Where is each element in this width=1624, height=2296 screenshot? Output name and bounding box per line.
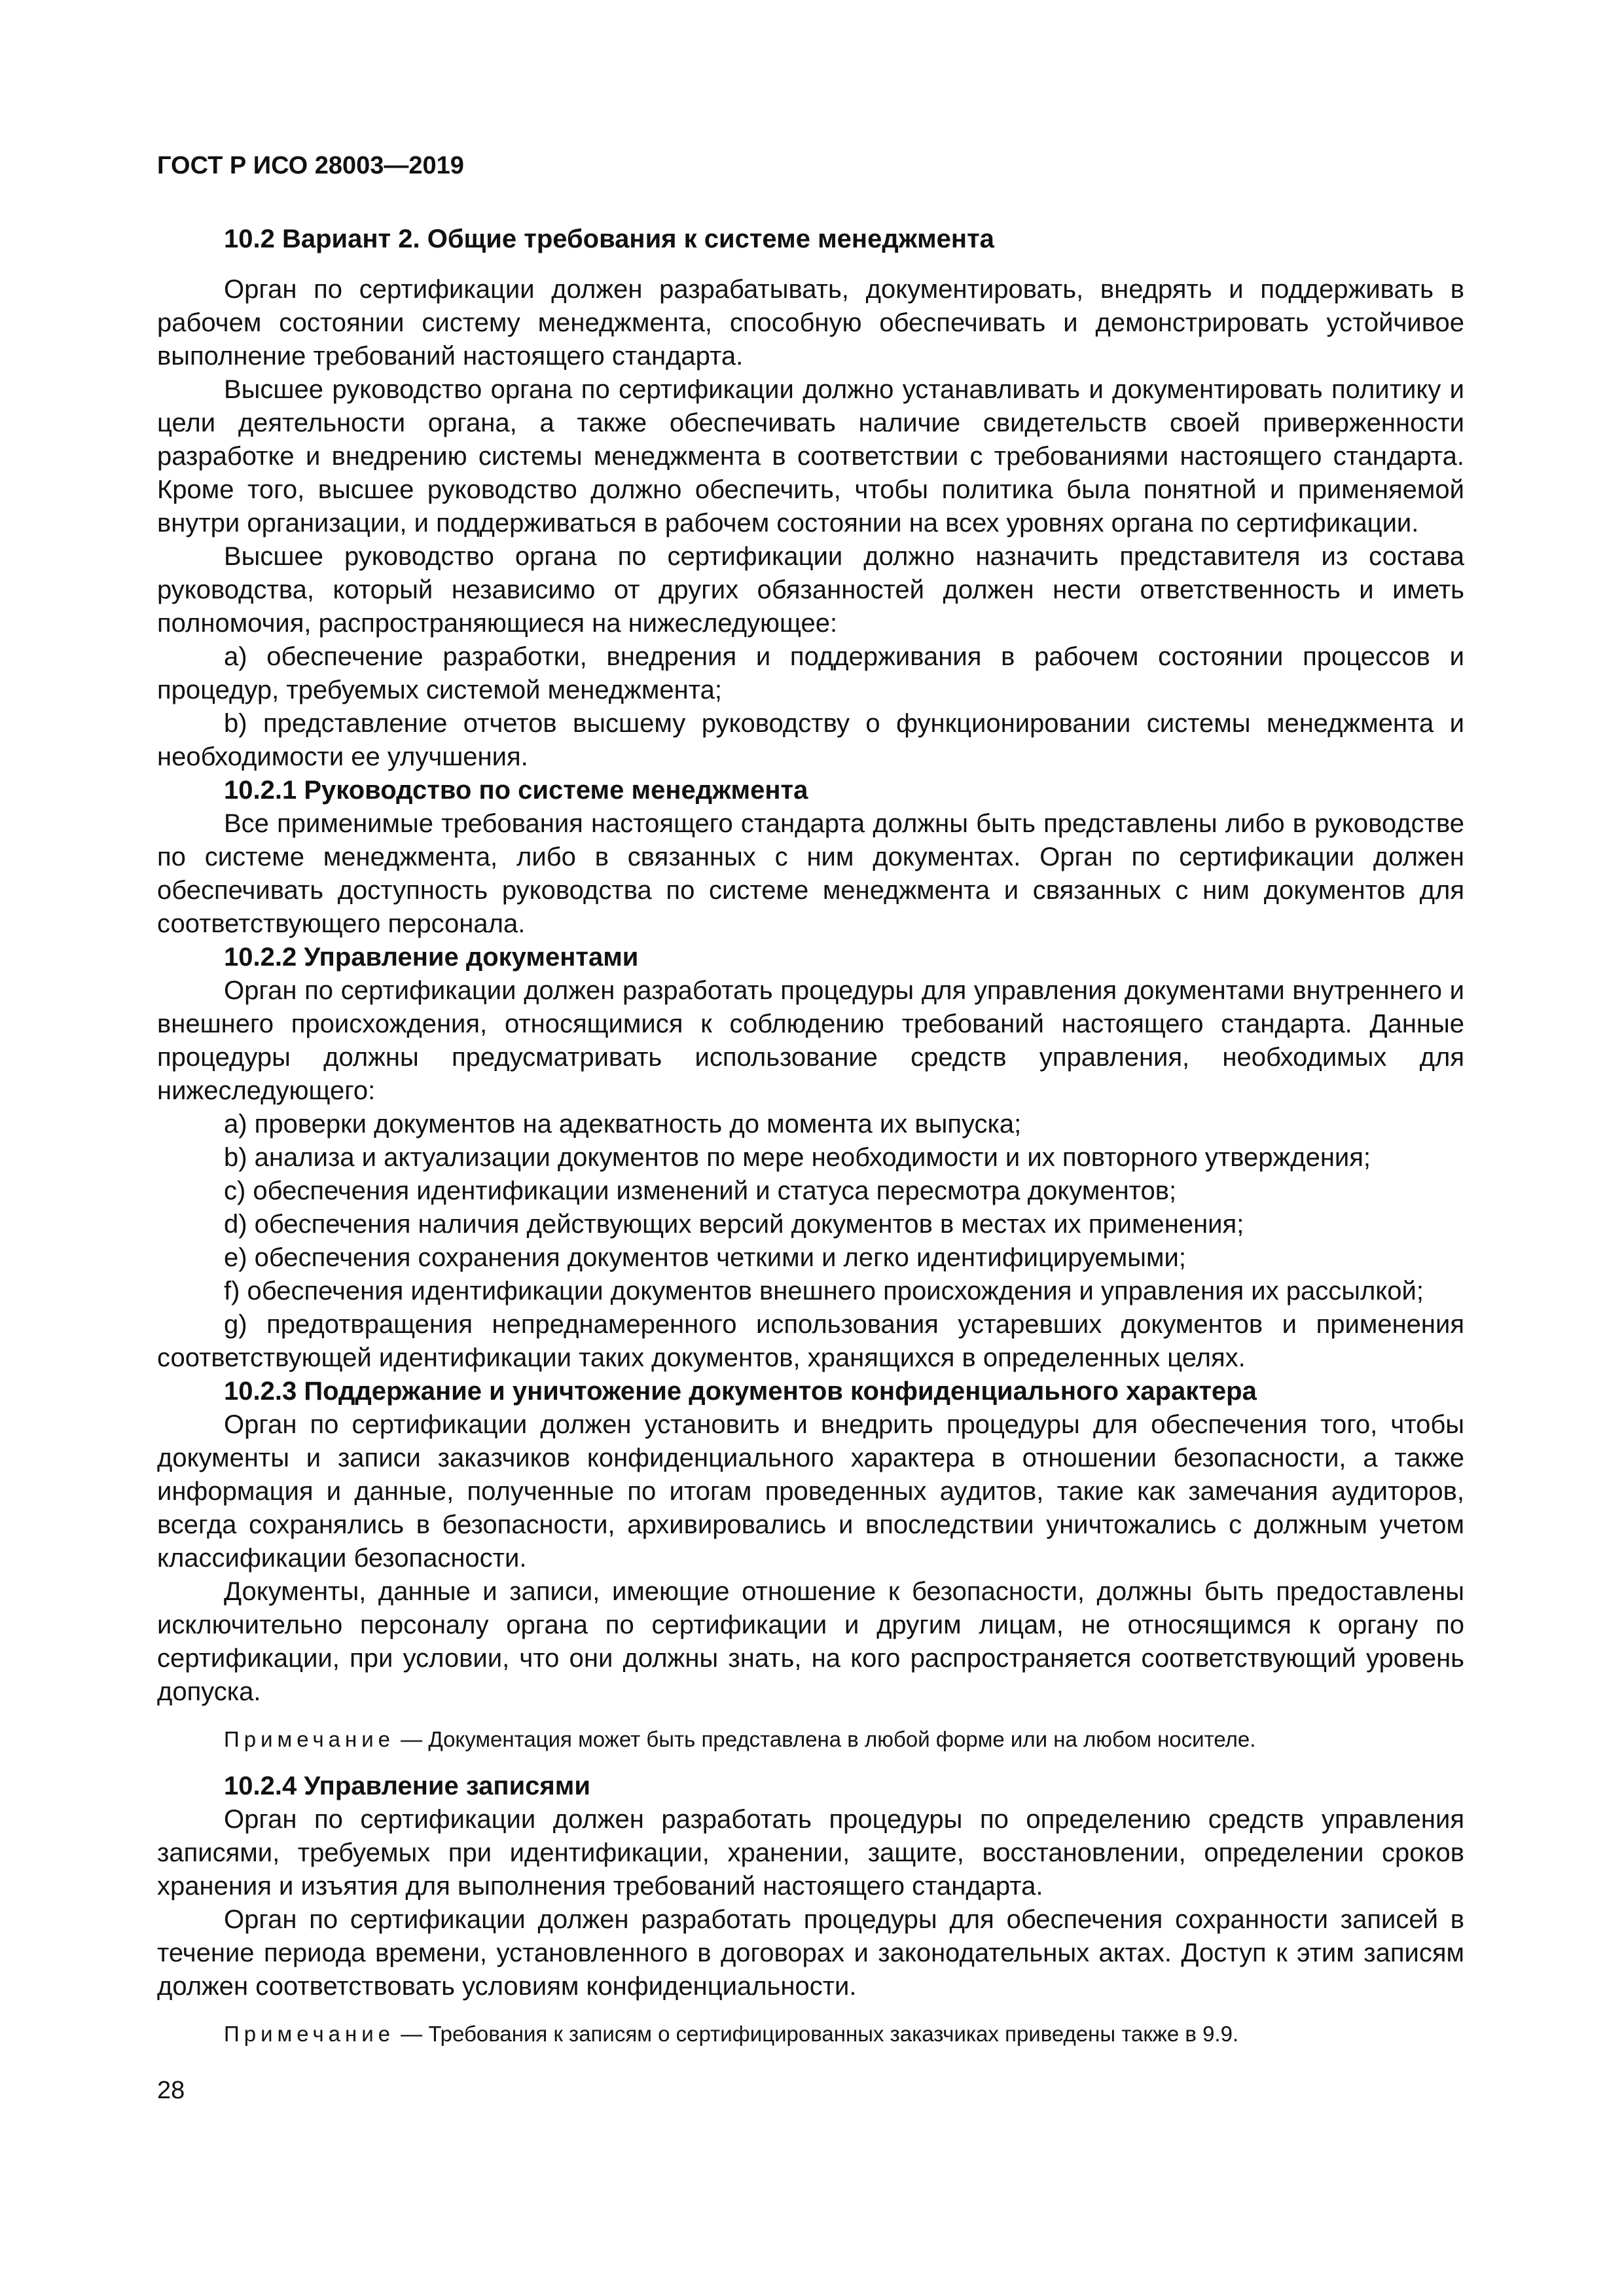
document-body	[157, 223, 1464, 2064]
body-paragraph: Орган по сертификации должен разрабатывать, документировать, внедрять и поддерживать в рабочем состоянии систему менеджмента, способную обеспечивать и демонстрировать устойчивое выполнение требований настоящего стандарта.	[157, 275, 1464, 371]
body-paragraph: Все применимые требования настоящего стандарта должны быть представлены либо в руководстве по системе менеджмента, либо в связанных с ним документах. Орган по сертификации должен обеспечивать доступность руководства по системе менеджмента и связанных с ним документов для соответствующего персонала.	[157, 809, 1464, 938]
note-label: Примечание	[224, 1727, 395, 1751]
body-paragraph: Орган по сертификации должен установить и внедрить процедуры для обеспечения того, чтобы документы и записи заказчиков конфиденциального характера в отношении безопасности, а также информация и данные, полученные по итогам проведенных аудитов, такие как замечания аудиторов, всегда сохранялись в безопасности, архивировались и впоследствии уничтожались с должным учетом классификации безопасности.	[157, 1410, 1464, 1573]
note-text: — Требования к записям о сертифицированных заказчиках приведены также в 9.9.	[395, 2022, 1239, 2046]
section-heading: 10.2.2 Управление документами	[224, 943, 639, 972]
body-paragraph: Документы, данные и записи, имеющие отношение к безопасности, должны быть предоставлены исключительно персоналу органа по сертификации и другим лицам, не относящимся к органу по сертификации, при условии, что они должны знать, на кого распространяется соответствующий уровень допуска.	[157, 1577, 1464, 1706]
body-paragraph: g) предотвращения непреднамеренного использования устаревших документов и применения соответствующей идентификации таких документов, хранящихся в определенных целях.	[157, 1310, 1464, 1372]
body-paragraph: e) обеспечения сохранения документов четкими и легко идентифицируемыми;	[224, 1243, 1186, 1272]
note	[157, 1724, 1464, 1754]
note-label: Примечание	[224, 2022, 395, 2046]
note	[157, 2019, 1464, 2049]
section-heading: 10.2.4 Управление записями	[224, 1772, 590, 1800]
section-heading: 10.2.1 Руководство по системе менеджмента	[224, 776, 808, 805]
body-paragraph: d) обеспечения наличия действующих версий документов в местах их применения;	[224, 1210, 1244, 1239]
body-paragraph: Орган по сертификации должен разработать процедуры по определению средств управления записями, требуемых при идентификации, хранении, защите, восстановлении, определении сроков хранения и изъятия для выполнения требований настоящего стандарта.	[157, 1805, 1464, 1901]
body-paragraph: Орган по сертификации должен разработать процедуры для обеспечения сохранности записей в течение периода времени, установленного в договорах и законодательных актах. Доступ к этим записям должен соответствовать условиям конфиденциальности.	[157, 1905, 1464, 2001]
body-paragraph: а) обеспечение разработки, внедрения и поддерживания в рабочем состоянии процессов и процедур, требуемых системой менеджмента;	[157, 642, 1464, 704]
page-number: 28	[157, 2077, 185, 2104]
body-paragraph: b) представление отчетов высшему руководству о функционировании системы менеджмента и необходимости ее улучшения.	[157, 709, 1464, 771]
body-paragraph: а) проверки документов на адекватность до момента их выпуска;	[224, 1110, 1022, 1139]
body-paragraph: Высшее руководство органа по сертификации должно устанавливать и документировать политику и цели деятельности органа, а также обеспечивать наличие свидетельств своей приверженности разработке и внедрению системы менеджмента в соответствии с требованиями настоящего стандарта. Кроме того, высшее руководство должно обеспечить, чтобы политика была понятной и применяемой внутри организации, и поддерживаться в рабочем состоянии на всех уровнях органа по сертификации.	[157, 375, 1464, 538]
section-heading: 10.2 Вариант 2. Общие требования к системе менеджмента	[224, 225, 994, 253]
body-paragraph: Высшее руководство органа по сертификации должно назначить представителя из состава руководства, который независимо от других обязанностей должен нести ответственность и иметь полномочия, распространяющиеся на нижеследующее:	[157, 542, 1464, 638]
body-paragraph: b) анализа и актуализации документов по мере необходимости и их повторного утверждения;	[224, 1143, 1371, 1172]
body-paragraph: Орган по сертификации должен разработать процедуры для управления документами внутреннего и внешнего происхождения, относящимися к соблюдению требований настоящего стандарта. Данные процедуры должны предусматривать использование средств управления, необходимых для нижеследующего:	[157, 976, 1464, 1105]
body-paragraph: c) обеспечения идентификации изменений и статуса пересмотра документов;	[224, 1176, 1177, 1205]
body-paragraph: f) обеспечения идентификации документов внешнего происхождения и управления их рассылкой;	[224, 1277, 1424, 1305]
document-header: ГОСТ Р ИСО 28003—2019	[157, 152, 464, 179]
section-heading: 10.2.3 Поддержание и уничтожение документов конфиденциального характера	[224, 1377, 1257, 1406]
note-text: — Документация может быть представлена в любой форме или на любом носителе.	[395, 1727, 1256, 1751]
